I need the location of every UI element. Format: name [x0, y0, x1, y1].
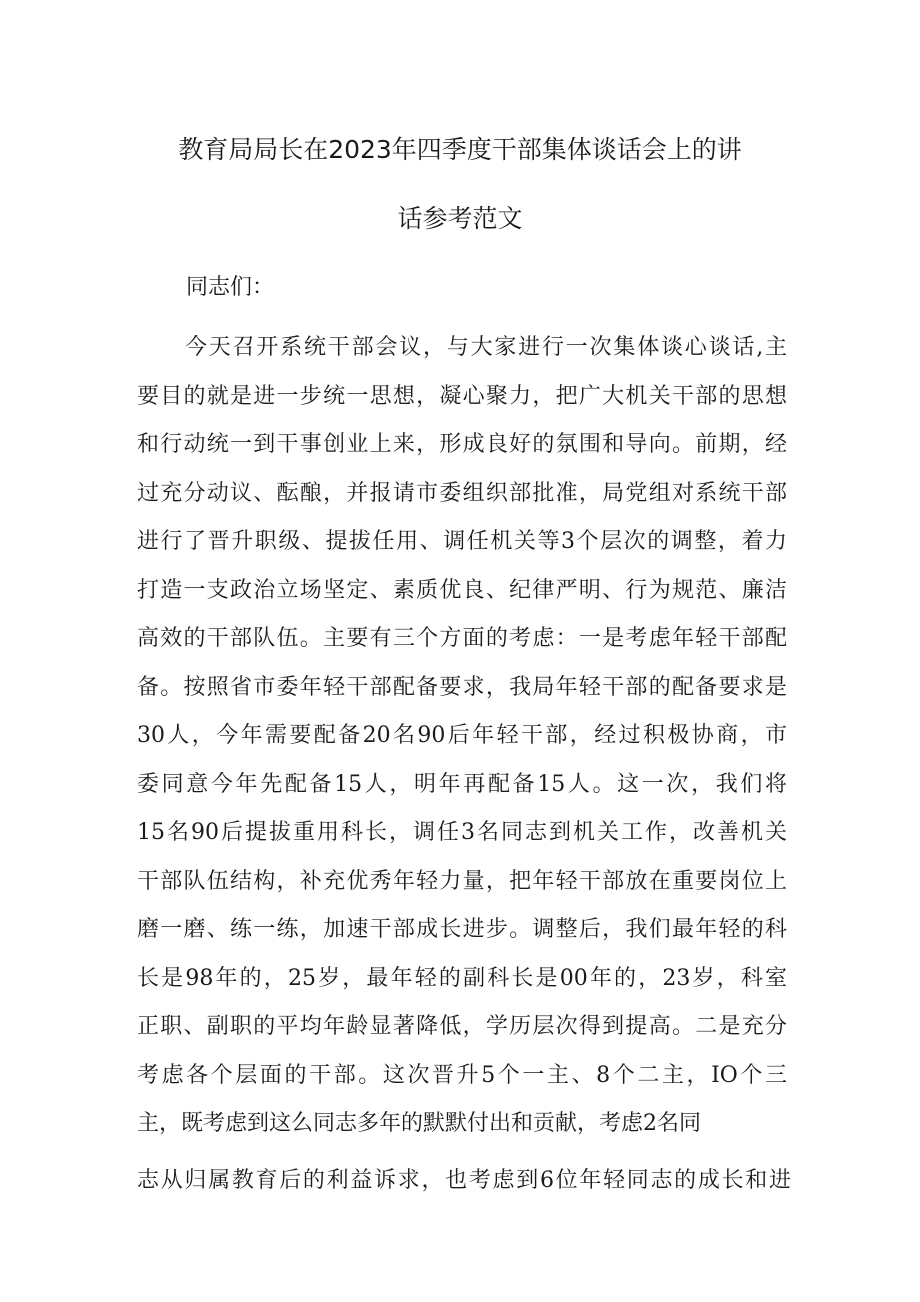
body-line: 打造一支政治立场坚定、素质优良、纪律严明、行为规范、廉洁: [137, 577, 787, 603]
body-line: 正职、副职的平均年龄显著降低，学历层次得到提高。二是充分: [137, 1014, 787, 1039]
salutation: 同志们：: [186, 275, 275, 300]
body-line: 磨一磨、练一练，加速干部成长进步。调整后，我们最年轻的科: [137, 917, 787, 942]
body-line: 和行动统一到干事创业上来，形成良好的氛围和导向。前期，经: [137, 432, 787, 457]
document-title-line-2: 话参考范文: [397, 204, 523, 233]
body-line: 考虑各个层面的干部。这次晋升5个一主、8个二主，IO个三: [137, 1062, 787, 1088]
body-line: 今天召开系统干部会议，与大家进行一次集体谈心谈话,主: [185, 335, 787, 360]
body-line: 长是98年的，25岁，最年轻的副科长是00年的，23岁，科室: [137, 965, 787, 991]
body-line: 委同意今年先配备15人，明年再配备15人。这一次，我们将: [137, 771, 787, 797]
body-line: 备。按照省市委年轻干部配备要求，我局年轻干部的配备要求是: [137, 674, 787, 700]
body-line: 过充分动议、酝酿，并报请市委组织部批准，局党组对系统干部: [137, 480, 787, 506]
body-paragraph: [137, 330, 787, 1155]
body-line: 30人，今年需要配备20名90后年轻干部，经过积极协商，市: [137, 723, 787, 748]
body-line: 进行了晋升职级、提拔任用、调任机关等3个层次的调整，着力: [137, 529, 787, 554]
body-line: 干部队伍结构，补充优秀年轻力量，把年轻干部放在重要岗位上: [137, 868, 787, 894]
body-line: 高效的干部队伍。主要有三个方面的考虑：一是考虑年轻干部配: [137, 626, 787, 651]
body-line-continued: 志从归属教育后的利益诉求，也考虑到6位年轻同志的成长和进: [137, 1168, 791, 1193]
body-line: 15名90后提拔重用科长，调任3名同志到机关工作，改善机关: [137, 820, 787, 845]
body-line: 要目的就是进一步统一思想，凝心聚力，把广大机关干部的思想: [137, 383, 787, 409]
body-line: 主，既考虑到这么同志多年的默默付出和贡献，考虑2名同: [137, 1111, 701, 1136]
document-title-line-1: 教育局局长在2023年四季度干部集体谈话会上的讲: [178, 135, 742, 164]
